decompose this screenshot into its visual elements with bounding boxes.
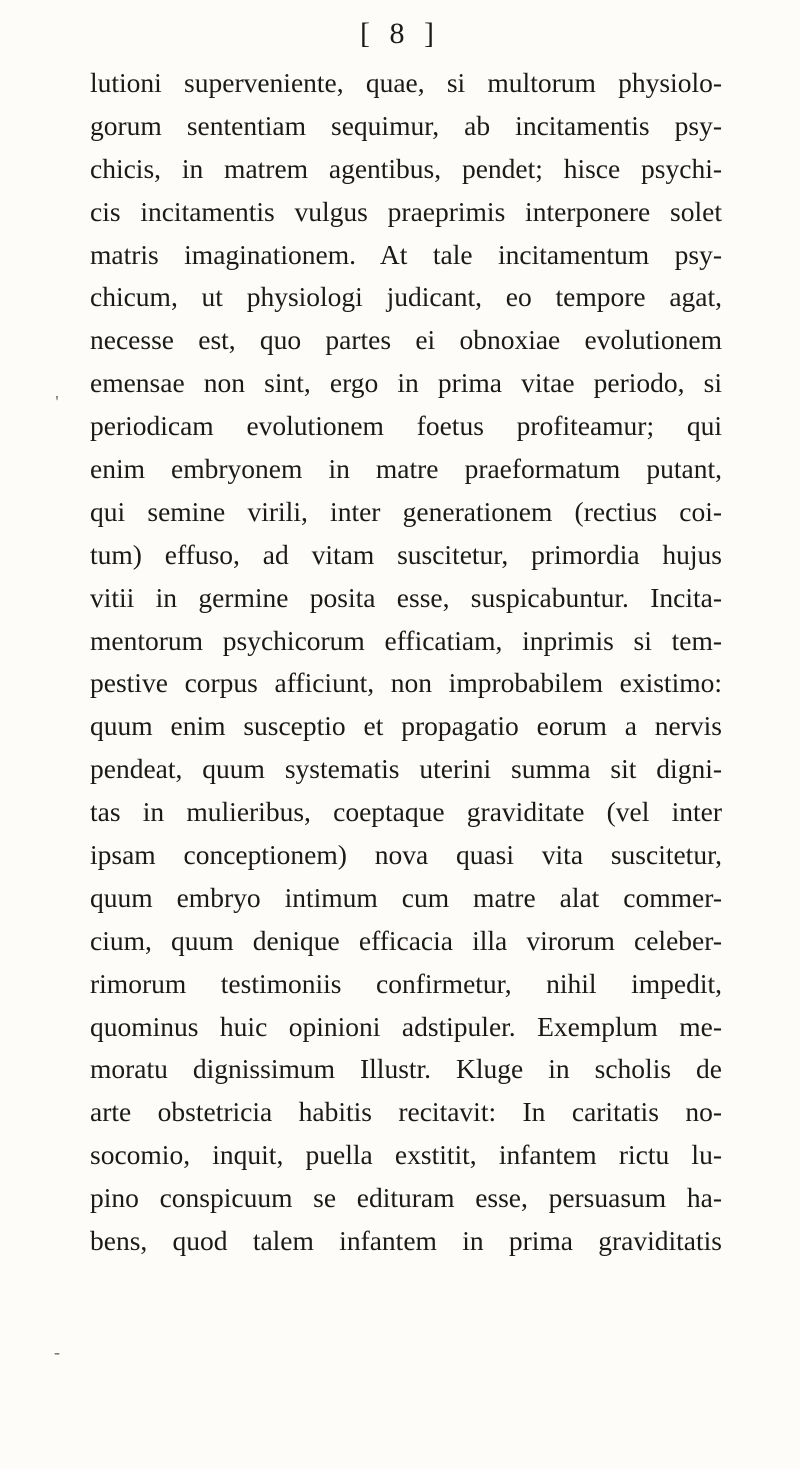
text-line: enim embryonem in matre praeformatum putant,	[90, 453, 722, 485]
text-line: quum embryo intimum cum matre alat commer-	[90, 881, 722, 913]
text-line: ipsam conceptionem) nova quasi vita suscitetur,	[90, 839, 722, 871]
text-line: tum) effuso, ad vitam suscitetur, primordia hujus	[90, 538, 722, 570]
text-line: pestive corpus afficiunt, non improbabilem existimo:	[90, 667, 722, 699]
text-line: bens, quod talem infantem in prima graviditatis	[90, 1225, 722, 1257]
text-line: qui semine virili, inter generationem (rectius coi-	[90, 495, 722, 527]
text-line: quum enim susceptio et propagatio eorum a nervis	[90, 710, 722, 742]
text-line: tas in mulieribus, coeptaque graviditate (vel inter	[90, 796, 722, 828]
text-line: pendeat, quum systematis uterini summa sit digni-	[90, 753, 722, 785]
text-line: matris imaginationem. At tale incitamentum psy-	[90, 238, 722, 270]
text-line: quominus huic opinioni adstipuler. Exemplum me-	[90, 1010, 722, 1042]
text-line: gorum sententiam sequimur, ab incitamentis psy-	[90, 109, 722, 141]
text-line: vitii in germine posita esse, suspicabuntur. Incita-	[90, 581, 722, 613]
text-line: pino conspicuum se edituram esse, persuasum ha-	[90, 1182, 722, 1214]
text-line: chicis, in matrem agentibus, pendet; hisce psychi-	[90, 152, 722, 184]
text-line: mentorum psychicorum efficatiam, inprimis si tem-	[90, 624, 722, 656]
text-line: emensae non sint, ergo in prima vitae periodo, si	[90, 367, 722, 399]
text-line: chicum, ut physiologi judicant, eo tempore agat,	[90, 281, 722, 313]
text-line: lutioni superveniente, quae, si multorum physiolo-	[90, 67, 722, 98]
margin-mark: '	[55, 392, 59, 412]
text-line: arte obstetricia habitis recitavit: In caritatis no-	[90, 1096, 722, 1128]
text-line: necesse est, quo partes ei obnoxiae evolutionem	[90, 324, 722, 356]
text-line: periodicam evolutionem foetus profiteamur; qui	[90, 410, 722, 442]
margin-mark: -	[54, 1342, 60, 1362]
text-line: socomio, inquit, puella exstitit, infantem rictu lu-	[90, 1139, 722, 1171]
text-line: cis incitamentis vulgus praeprimis interponere solet	[90, 195, 722, 227]
body-text	[90, 62, 722, 1263]
page-number-header: [ 8 ]	[360, 17, 440, 50]
text-line: cium, quum denique efficacia illa virorum celeber-	[90, 924, 722, 956]
text-line: moratu dignissimum Illustr. Kluge in scholis de	[90, 1053, 722, 1085]
text-line: rimorum testimoniis confirmetur, nihil impedit,	[90, 967, 722, 999]
